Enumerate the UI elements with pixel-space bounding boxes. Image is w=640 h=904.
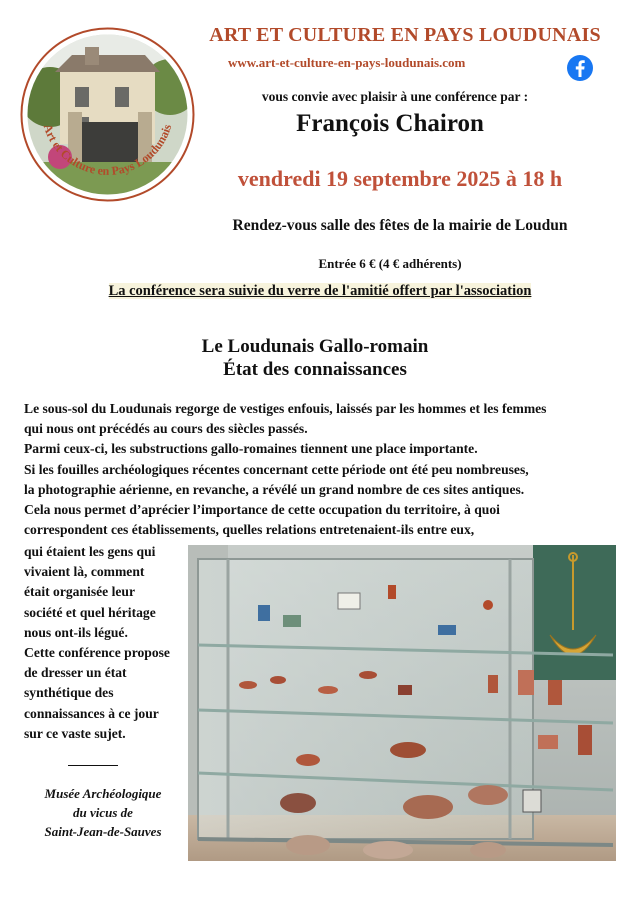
- museum-line1: Musée Archéologique: [44, 786, 162, 801]
- side-line: synthétique des: [24, 685, 114, 701]
- museum-credit: [18, 784, 188, 841]
- museum-line3: Saint-Jean-de-Sauves: [44, 824, 162, 839]
- side-paragraph: [24, 542, 194, 744]
- museum-line2: du vicus de: [73, 805, 133, 820]
- invitation-text: vous convie avec plaisir à une conférence par :: [261, 89, 529, 104]
- reception-text: La conférence sera suivie du verre de l'amitié offert par l'association: [108, 283, 532, 299]
- side-line: Cette conférence propose: [24, 645, 170, 661]
- intro-line: Parmi ceux-ci, les substructions gallo-romaines tiennent une place importante.: [24, 441, 478, 457]
- intro-paragraph: [24, 399, 624, 540]
- reception-note: [40, 283, 600, 300]
- museum-display-photo: [188, 545, 616, 861]
- talk-title-line1: Le Loudunais Gallo-romain: [201, 336, 429, 357]
- intro-line: qui nous ont précédés au cours des siècles passés.: [24, 421, 308, 437]
- event-venue: Rendez-vous salle des fêtes de la mairie de Loudun: [232, 217, 568, 234]
- speaker-name: François Chairon: [296, 110, 484, 137]
- side-line: connaissances à ce jour: [24, 705, 159, 721]
- logo-text: Art et Culture en Pays Loudunais: [40, 122, 175, 178]
- side-line: qui étaient les gens qui: [24, 544, 156, 559]
- intro-line: Le sous-sol du Loudunais regorge de vestiges enfouis, laissés par les hommes et les femmes: [24, 401, 547, 416]
- side-line: société et quel héritage: [24, 604, 156, 620]
- org-name: ART ET CULTURE EN PAYS LOUDUNAIS: [209, 24, 601, 46]
- website-link[interactable]: www.art-et-culture-en-pays-loudunais.com: [228, 55, 466, 70]
- association-logo: [20, 27, 195, 202]
- side-line: de dresser un état: [24, 665, 127, 681]
- divider: [68, 765, 118, 766]
- event-date: vendredi 19 septembre 2025 à 18 h: [237, 166, 563, 191]
- entry-price: Entrée 6 € (4 € adhérents): [318, 256, 462, 271]
- side-line: nous ont-ils légué.: [24, 624, 128, 640]
- side-line: sur ce vaste sujet.: [24, 725, 126, 741]
- intro-line: correspondent ces établissements, quelles relations entretenaient-ils entre eux,: [24, 522, 475, 538]
- intro-line: Cela nous permet d’aprécier l’importance de cette occupation du territoire, à quoi: [24, 502, 500, 518]
- side-line: vivaient là, comment: [24, 564, 145, 580]
- talk-title-line2: État des connaissances: [223, 359, 407, 380]
- intro-line: la photographie aérienne, en revanche, a révélé un grand nombre de ces sites antiques.: [24, 481, 525, 497]
- talk-title: [150, 335, 480, 381]
- side-line: était organisée leur: [24, 584, 135, 600]
- intro-line: Si les fouilles archéologiques récentes concernant cette période ont été peu nombreuses,: [24, 461, 529, 477]
- facebook-icon[interactable]: [566, 54, 594, 82]
